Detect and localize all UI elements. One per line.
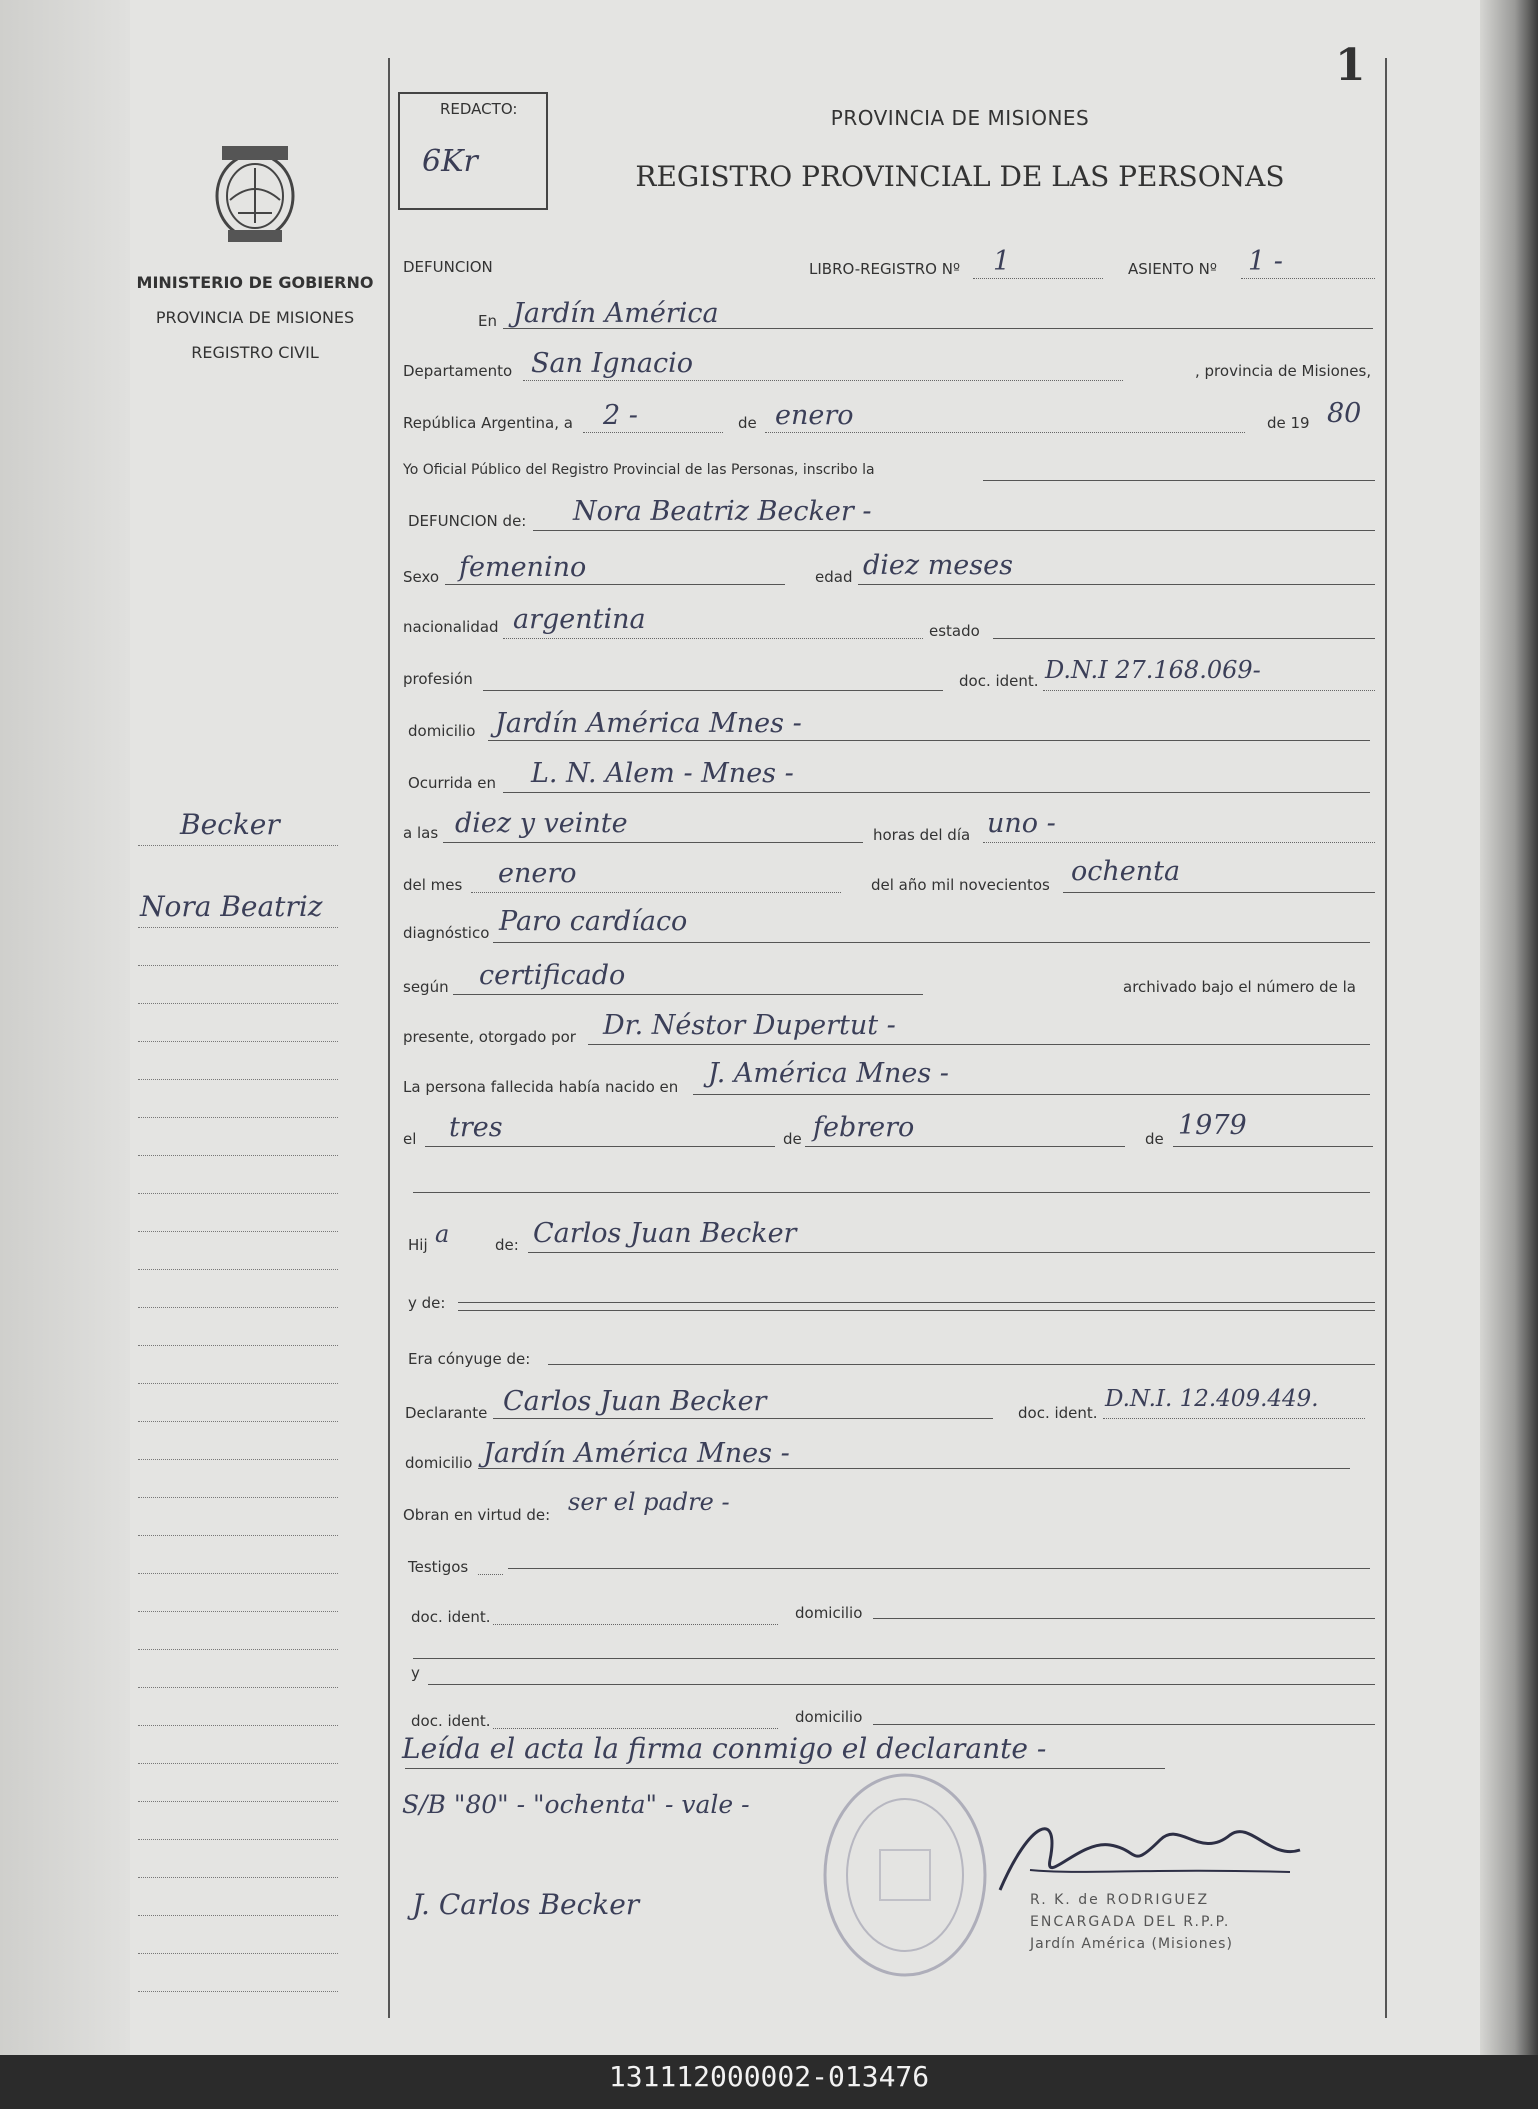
row-nacionalidad	[403, 604, 1375, 650]
row-departamento	[403, 348, 1375, 392]
presente-value: Dr. Néstor Dupertut -	[603, 1010, 896, 1041]
row-declarante	[403, 1386, 1375, 1426]
closing-line-1: Leída el acta la firma conmigo el declarante -	[402, 1732, 1047, 1765]
testigos-label: Testigos	[408, 1558, 469, 1576]
horas-label: horas del día	[873, 826, 971, 844]
row-diagnostico	[403, 906, 1375, 954]
decl-domicilio-value: Jardín América Mnes -	[483, 1438, 790, 1469]
profesion-label: profesión	[403, 670, 473, 688]
segun-value: certificado	[479, 960, 626, 991]
en-label: En	[478, 312, 497, 330]
doc-value: D.N.I 27.168.069-	[1045, 656, 1261, 684]
official-seal-icon	[820, 1770, 990, 1980]
row-y	[403, 1650, 1375, 1690]
decl-doc-label: doc. ident.	[1018, 1404, 1098, 1422]
hij-value: a	[435, 1220, 450, 1248]
row-doc1	[403, 1596, 1375, 1636]
diagnostico-value: Paro cardíaco	[499, 906, 688, 937]
decl-domicilio-label: domicilio	[405, 1454, 473, 1472]
row-presente	[403, 1010, 1375, 1056]
y-de-label: y de:	[408, 1294, 446, 1312]
nacido-label: La persona fallecida había nacido en	[403, 1078, 679, 1096]
stamp-location: Jardín América (Misiones)	[1030, 1936, 1233, 1952]
mes-value: enero	[775, 400, 854, 431]
document-id-footer: 131112000002-013476	[608, 2060, 930, 2093]
domicilio-label: domicilio	[408, 722, 476, 740]
row-blank	[403, 1170, 1375, 1210]
asiento-value: 1 -	[1248, 246, 1283, 277]
ministry-line-3: REGISTRO CIVIL	[191, 343, 319, 362]
horas-value: uno -	[987, 808, 1056, 839]
row-a-las	[403, 808, 1375, 854]
ministry-line-2: PROVINCIA DE MISIONES	[155, 308, 355, 327]
row-defuncion-de	[403, 496, 1375, 542]
edad-value: diez meses	[863, 550, 1013, 581]
declarante-label: Declarante	[405, 1404, 488, 1422]
frame-left-border	[388, 58, 390, 2018]
row-sexo-edad	[403, 550, 1375, 596]
ocurrida-label: Ocurrida en	[408, 774, 497, 792]
declarant-signature: J. Carlos Becker	[412, 1888, 640, 1921]
del-mes-value: enero	[498, 858, 577, 889]
margin-surname: Becker	[180, 808, 280, 841]
segun-label: según	[403, 978, 449, 996]
stamp-title: ENCARGADA DEL R.P.P.	[1030, 1914, 1231, 1930]
nacionalidad-label: nacionalidad	[403, 618, 499, 636]
obran-value: ser el padre -	[568, 1488, 730, 1516]
closing-line-2: S/B "80" - "ochenta" - vale -	[402, 1790, 750, 1819]
libro-label: LIBRO-REGISTRO Nº	[809, 260, 961, 278]
ministry-block	[130, 265, 380, 370]
el-label: el	[403, 1130, 417, 1148]
en-value: Jardín América	[513, 298, 719, 329]
row-el	[403, 1110, 1375, 1158]
sexo-label: Sexo	[403, 568, 440, 586]
page-left-edge	[0, 0, 130, 2055]
row-en	[403, 300, 1375, 340]
obran-label: Obran en virtud de:	[403, 1506, 551, 1524]
redacto-box	[398, 92, 548, 210]
row-decl-domicilio	[403, 1440, 1375, 1480]
defuncion-type-label: DEFUNCION	[403, 258, 493, 276]
margin-given-names: Nora Beatriz	[140, 890, 323, 923]
redacto-value: 6Kr	[422, 144, 478, 179]
anio-mil-value: ochenta	[1071, 856, 1181, 887]
decl-doc-value: D.N.I. 12.409.449.	[1105, 1386, 1319, 1412]
redacto-label: REDACTO:	[440, 100, 518, 118]
doc2-label: doc. ident.	[411, 1712, 491, 1730]
anio-mil-label: del año mil novecientos	[871, 876, 1050, 894]
doc1-label: doc. ident.	[411, 1608, 491, 1626]
anio-value: 80	[1327, 398, 1362, 429]
page-number: 1	[1335, 40, 1366, 91]
de-label: de	[738, 414, 757, 432]
row-oficial	[403, 458, 1375, 498]
row-del-mes	[403, 856, 1375, 904]
a-las-value: diez y veinte	[455, 808, 628, 839]
domicilio-value: Jardín América Mnes -	[495, 708, 802, 739]
estado-label: estado	[929, 622, 980, 640]
row-domicilio	[403, 708, 1375, 752]
libro-value: 1	[993, 246, 1011, 277]
hij-label: Hij	[408, 1236, 428, 1254]
de-feb-value: febrero	[813, 1112, 915, 1143]
ocurrida-value: L. N. Alem - Mnes -	[531, 758, 794, 789]
oficial-text: Yo Oficial Público del Registro Provincial de las Personas, inscribo la	[403, 462, 875, 478]
de-anio-value: 1979	[1178, 1110, 1247, 1141]
nacionalidad-value: argentina	[513, 604, 646, 635]
edad-label: edad	[815, 568, 853, 586]
departamento-label: Departamento	[403, 362, 513, 380]
province-heading: PROVINCIA DE MISIONES	[830, 106, 1090, 130]
departamento-value: San Ignacio	[531, 348, 694, 379]
row-segun	[403, 960, 1375, 1006]
domicilio2-label: domicilio	[795, 1708, 863, 1726]
doc-label: doc. ident.	[959, 672, 1039, 690]
de-feb-label: de	[783, 1130, 802, 1148]
row-conyuge	[403, 1340, 1375, 1380]
diagnostico-label: diagnóstico	[403, 924, 490, 942]
row-testigos	[403, 1548, 1375, 1588]
provincia-label: , provincia de Misiones,	[1195, 362, 1372, 380]
defuncion-de-value: Nora Beatriz Becker -	[573, 496, 872, 527]
a-las-label: a las	[403, 824, 439, 842]
republica-label: República Argentina, a	[403, 414, 573, 432]
de19-label: de 19	[1267, 414, 1310, 432]
defuncion-de-label: DEFUNCION de:	[408, 512, 527, 530]
row-nacido	[403, 1058, 1375, 1106]
registry-heading: REGISTRO PROVINCIAL DE LAS PERSONAS	[635, 160, 1285, 193]
asiento-label: ASIENTO Nº	[1128, 260, 1217, 278]
row-y-de	[403, 1284, 1375, 1324]
hij-de-value: Carlos Juan Becker	[533, 1218, 797, 1249]
row-fecha	[403, 398, 1375, 444]
nacido-value: J. América Mnes -	[708, 1058, 949, 1089]
declarante-value: Carlos Juan Becker	[503, 1386, 767, 1417]
presente-label: presente, otorgado por	[403, 1028, 576, 1046]
el-value: tres	[449, 1112, 503, 1143]
row-obran	[403, 1488, 1375, 1534]
row-hij	[403, 1218, 1375, 1262]
frame-right-border	[1385, 58, 1387, 2018]
row-libro	[403, 246, 1375, 290]
stamp-name: R. K. de RODRIGUEZ	[1030, 1892, 1210, 1908]
de-anio-label: de	[1145, 1130, 1164, 1148]
ministry-line-1: MINISTERIO DE GOBIERNO	[136, 273, 374, 292]
sexo-value: femenino	[459, 552, 587, 583]
domicilio1-label: domicilio	[795, 1604, 863, 1622]
row-ocurrida	[403, 758, 1375, 804]
page-right-edge	[1480, 0, 1538, 2055]
dia-value: 2 -	[603, 400, 638, 431]
coat-of-arms-icon	[200, 138, 310, 248]
del-mes-label: del mes	[403, 876, 463, 894]
archivado-label: archivado bajo el número de la	[1123, 978, 1356, 996]
y-label: y	[411, 1664, 420, 1682]
conyuge-label: Era cónyuge de:	[408, 1350, 531, 1368]
row-profesion	[403, 656, 1375, 702]
hij-de-label: de:	[495, 1236, 519, 1254]
